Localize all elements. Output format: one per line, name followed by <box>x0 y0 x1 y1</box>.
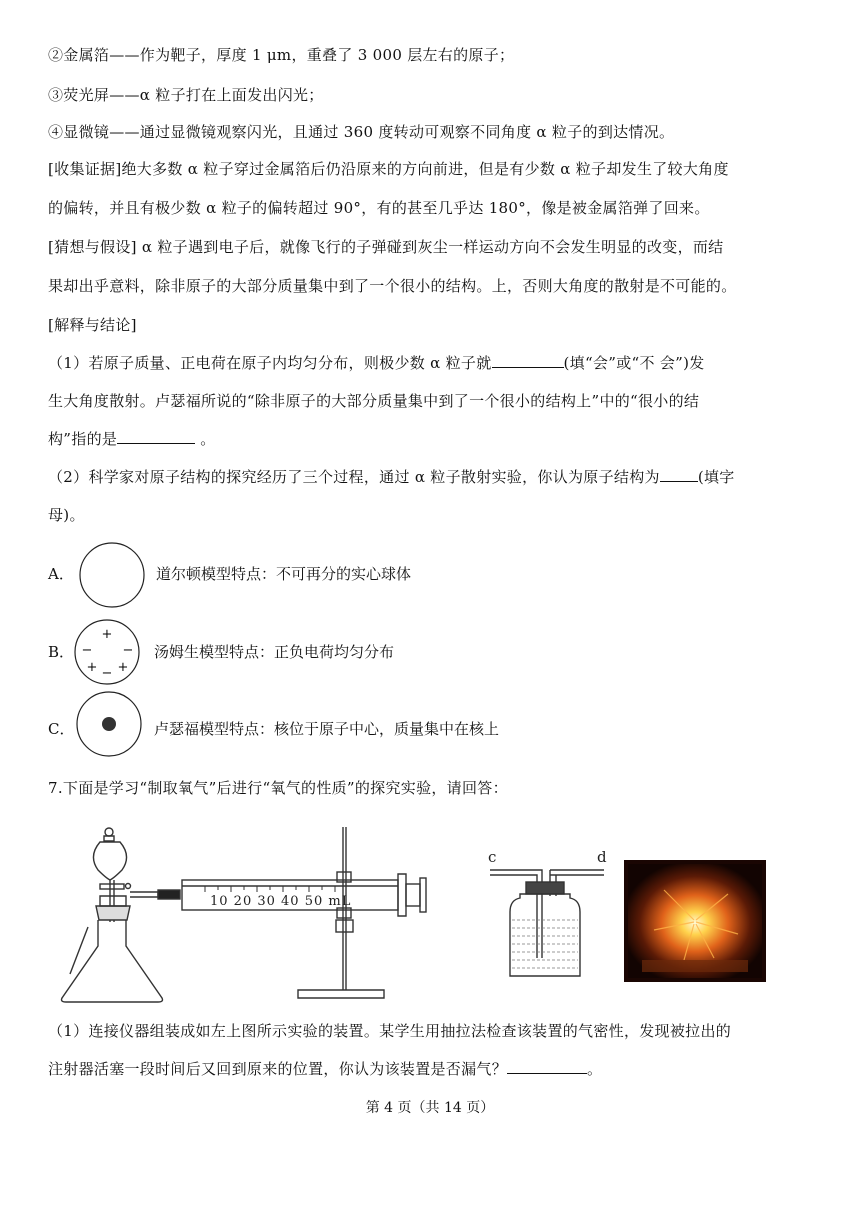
answer-blank-3[interactable] <box>660 467 698 482</box>
option-c-text: 卢瑟福模型特点：核位于原子中心，质量集中在核上 <box>154 720 500 738</box>
section-heading-explanation: [解释与结论] <box>48 316 137 334</box>
option-b-letter: B． <box>48 643 75 661</box>
plus-sign-lower-right: + <box>117 660 129 675</box>
minus-sign-bottom: − <box>101 666 113 681</box>
answer-blank-1[interactable] <box>492 353 564 368</box>
option-c-letter: C． <box>48 720 75 738</box>
syringe-scale-label: 10 20 30 40 50 mL <box>210 894 352 909</box>
question-1-text-c: 构”指的是 <box>48 430 118 448</box>
question-7-1-text-c: 。 <box>587 1060 603 1078</box>
text-line-1: ②金属箔——作为靶子，厚度 1 μm，重叠了 3 000 层左右的原子； <box>48 46 515 64</box>
text-line-5: 的偏转，并且有极少数 α 粒子的偏转超过 90°，有的甚至几乎达 180°，像是被金属箔弹了回来。 <box>48 199 710 217</box>
text-line-7: 果却出乎意料，除非原子的大部分质量集中到了一个很小的结构。上，否则大角度的散射是不可能的。 <box>48 277 737 295</box>
question-2-line-2: 母)。 <box>48 506 85 524</box>
question-2-line-1 <box>48 466 735 487</box>
nucleus-icon <box>102 717 116 731</box>
question-2-text-b: (填字 <box>697 468 735 486</box>
question-7-1-text-b: 注射器活塞一段时间后又回到原来的位置，你认为该装置是否漏气？ <box>48 1060 508 1078</box>
page-footer: 第 4 页（共 14 页） <box>365 1100 495 1116</box>
question-7-1-line-1: （1）连接仪器组装成如左上图所示实验的装置。某学生用抽拉法检查该装置的气密性，发现被拉出的 <box>48 1022 732 1040</box>
dalton-model-icon <box>76 540 148 610</box>
tube-d-label: d <box>597 848 607 866</box>
text-line-2: ③荧光屏——α 粒子打在上面发出闪光； <box>48 86 324 104</box>
question-7-1-line-2 <box>48 1058 602 1079</box>
text-line-6: [猜想与假设] α 粒子遇到电子后，就像飞行的子弹碰到灰尘一样运动方向不会发生明显的改变，而结 <box>48 238 724 256</box>
question-1-text-d: 。 <box>200 430 216 448</box>
option-a-letter: A． <box>48 565 74 583</box>
text-line-4: [收集证据]绝大多数 α 粒子穿过金属箔后仍沿原来的方向前进，但是有少数 α 粒子却发生了较大角度 <box>48 160 729 178</box>
gas-washing-bottle-figure <box>480 840 620 980</box>
answer-blank-2[interactable] <box>117 429 195 444</box>
rutherford-model-icon <box>72 689 148 759</box>
minus-sign-left: − <box>81 643 93 658</box>
gas-tightness-apparatus-figure <box>40 822 470 1007</box>
minus-sign-right: − <box>122 643 134 658</box>
tube-c-label: c <box>488 848 497 866</box>
question-1-line-1 <box>48 352 705 373</box>
option-b-text: 汤姆生模型特点：正负电荷均匀分布 <box>154 643 395 661</box>
plus-sign-top: + <box>101 627 113 642</box>
answer-blank-4[interactable] <box>507 1059 587 1074</box>
plus-sign-lower-left: + <box>86 660 98 675</box>
question-7-title: 7.下面是学习“制取氧气”后进行“氧气的性质”的探究实验，请回答： <box>48 779 508 797</box>
option-a-text: 道尔顿模型特点：不可再分的实心球体 <box>156 565 412 583</box>
question-1-text-b: (填“会”或“不 会”)发 <box>563 354 705 372</box>
text-line-3: ④显微镜——通过显微镜观察闪光，且通过 360 度转动可观察不同角度 α 粒子的到达情况。 <box>48 123 675 141</box>
thomson-model-icon <box>70 617 146 687</box>
combustion-photo-image <box>624 860 766 982</box>
question-1-line-3 <box>48 428 216 449</box>
question-2-text-a: （2）科学家对原子结构的探究经历了三个过程，通过 α 粒子散射实验，你认为原子结构为 <box>48 468 660 486</box>
question-1-line-2: 生大角度散射。卢瑟福所说的“除非原子的大部分质量集中到了一个很小的结构上”中的“很小的结 <box>48 392 700 410</box>
question-1-text-a: （1）若原子质量、正电荷在原子内均匀分布，则极少数 α 粒子就 <box>48 354 492 372</box>
